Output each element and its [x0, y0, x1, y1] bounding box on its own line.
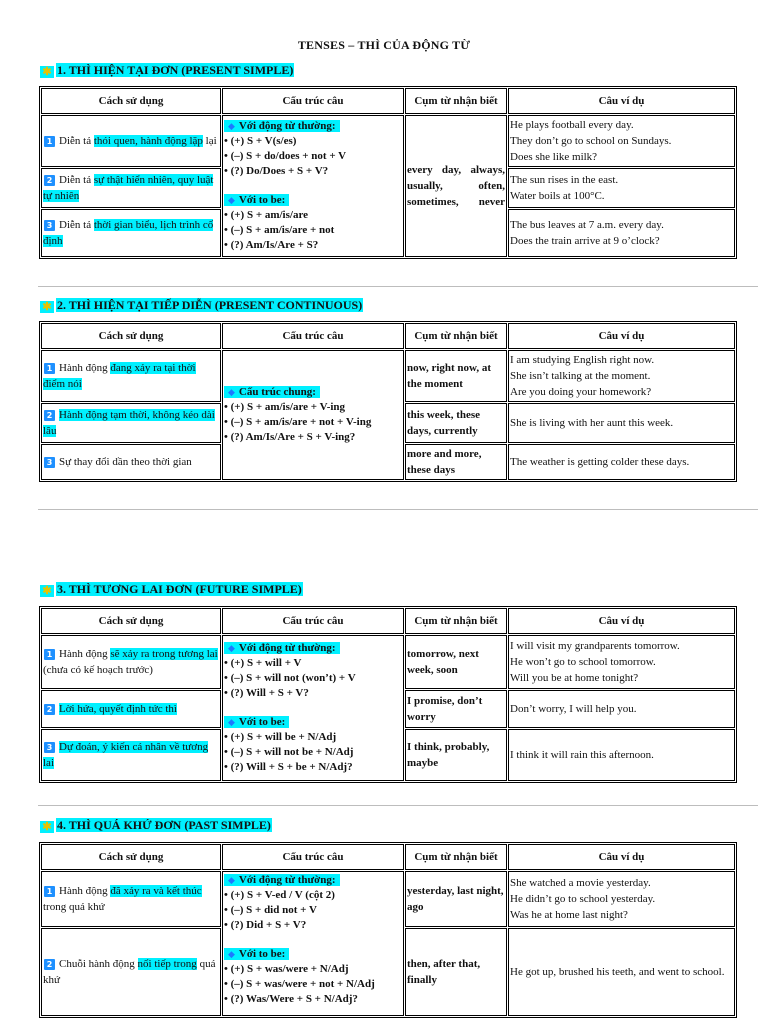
- section-title: ✱ 4. THÌ QUÁ KHỨ ĐƠN (PAST SIMPLE): [40, 818, 272, 833]
- signal-cell: then, after that, finally: [405, 928, 507, 1016]
- signal-cell: tomorrow, next week, soon: [405, 635, 507, 689]
- star-icon: ✱: [40, 585, 54, 597]
- signal-cell: every day, always, usually, often, sometimes, never: [405, 115, 507, 257]
- divider: [38, 509, 758, 510]
- usage-cell: 1 Hành động sẽ xảy ra trong tương lai (chưa có kế hoạch trước): [41, 635, 221, 689]
- signal-cell: this week, these days, currently: [405, 403, 507, 443]
- structure-cell: ◆ Với động từ thường: • (+) S + will + V • (–) S + will not (won’t) + V • (?) Will + S + V? ◆ Với to be: • (+) S + will be + N/Adj • (–) S + will not be + N/Adj • (?) Will + S + be + N/Adj?: [222, 635, 404, 781]
- usage-cell: 2 Hành động tạm thời, không kéo dài lâu: [41, 403, 221, 443]
- signal-cell: yesterday, last night, ago: [405, 871, 507, 927]
- usage-cell: 3 Diễn tả thời gian biểu, lịch trình cố định: [41, 209, 221, 257]
- usage-cell: 3 Dự đoán, ý kiến cá nhân về tương lai: [41, 729, 221, 781]
- usage-cell: 2 Diễn tả sự thật hiển nhiên, quy luật tự nhiên: [41, 168, 221, 208]
- divider: [38, 286, 758, 287]
- col-header: Cấu trúc câu: [222, 323, 404, 349]
- example-cell: She is living with her aunt this week.: [508, 403, 735, 443]
- col-header: Cách sử dụng: [41, 323, 221, 349]
- section-title: ✱ 3. THÌ TƯƠNG LAI ĐƠN (FUTURE SIMPLE): [40, 582, 303, 597]
- number-badge-icon: 2: [44, 175, 55, 186]
- usage-cell: 1 Hành động đang xảy ra tại thời điểm nói: [41, 350, 221, 402]
- example-cell: I will visit my grandparents tomorrow. He won’t go to school tomorrow. Will you be at home tonight?: [508, 635, 735, 689]
- document-title: TENSES – THÌ CỦA ĐỘNG TỪ: [297, 38, 471, 52]
- number-badge-icon: 1: [44, 649, 55, 660]
- star-icon: ✱: [40, 66, 54, 78]
- signal-cell: I promise, don’t worry: [405, 690, 507, 728]
- number-badge-icon: 2: [44, 959, 55, 970]
- col-header: Câu ví dụ: [508, 608, 735, 634]
- number-badge-icon: 2: [44, 410, 55, 421]
- signal-cell: I think, probably, maybe: [405, 729, 507, 781]
- col-header: Cách sử dụng: [41, 844, 221, 870]
- usage-cell: 2 Lời hứa, quyết định tức thì: [41, 690, 221, 728]
- tense-table: [39, 86, 737, 259]
- number-badge-icon: 1: [44, 136, 55, 147]
- structure-cell: ◆ Cấu trúc chung: • (+) S + am/is/are + V-ing • (–) S + am/is/are + not + V-ing • (?) Am/Is/Are + S + V-ing?: [222, 350, 404, 480]
- example-cell: I am studying English right now. She isn’t talking at the moment. Are you doing your homework?: [508, 350, 735, 402]
- example-cell: The weather is getting colder these days.: [508, 444, 735, 480]
- star-icon: ✱: [40, 301, 54, 313]
- col-header: Cấu trúc câu: [222, 608, 404, 634]
- col-header: Cụm từ nhận biết: [405, 608, 507, 634]
- col-header: Câu ví dụ: [508, 844, 735, 870]
- section-title: ✱ 2. THÌ HIỆN TẠI TIẾP DIỄN (PRESENT CONTINUOUS): [40, 298, 363, 313]
- col-header: Cách sử dụng: [41, 88, 221, 114]
- tense-table: [39, 842, 737, 1018]
- tense-table: [39, 321, 737, 482]
- usage-cell: 1 Hành động đã xảy ra và kết thúc trong quá khứ: [41, 871, 221, 927]
- col-header: Cấu trúc câu: [222, 88, 404, 114]
- star-icon: ✱: [40, 821, 54, 833]
- structure-cell: ◆ Với động từ thường: • (+) S + V-ed / V (cột 2) • (–) S + did not + V • (?) Did + S + V? ◆ Với to be: • (+) S + was/were + N/Adj • (–) S + was/were + not + N/Adj • (?) Was/Were + S + N/Adj?: [222, 871, 404, 1016]
- example-cell: He plays football every day. They don’t go to school on Sundays. Does she like milk?: [508, 115, 735, 167]
- col-header: Câu ví dụ: [508, 88, 735, 114]
- structure-cell: ◆ Với động từ thường: • (+) S + V(s/es) • (–) S + do/does + not + V • (?) Do/Does + S + V? ◆ Với to be: • (+) S + am/is/are • (–) S + am/is/are + not • (?) Am/Is/Are + S?: [222, 115, 404, 257]
- col-header: Câu ví dụ: [508, 323, 735, 349]
- col-header: Cụm từ nhận biết: [405, 88, 507, 114]
- usage-cell: 2 Chuỗi hành động nối tiếp trong quá khứ: [41, 928, 221, 1016]
- example-cell: The sun rises in the east. Water boils at 100°C.: [508, 168, 735, 208]
- usage-cell: 1 Diễn tả thói quen, hành động lặp lại: [41, 115, 221, 167]
- tense-table: [39, 606, 737, 783]
- number-badge-icon: 1: [44, 363, 55, 374]
- col-header: Cách sử dụng: [41, 608, 221, 634]
- divider: [38, 805, 758, 806]
- col-header: Cụm từ nhận biết: [405, 844, 507, 870]
- col-header: Cụm từ nhận biết: [405, 323, 507, 349]
- usage-cell: 3 Sự thay đổi dần theo thời gian: [41, 444, 221, 480]
- number-badge-icon: 3: [44, 457, 55, 468]
- signal-cell: now, right now, at the moment: [405, 350, 507, 402]
- example-cell: He got up, brushed his teeth, and went to school.: [508, 928, 735, 1016]
- example-cell: I think it will rain this afternoon.: [508, 729, 735, 781]
- section-title: ✱ 1. THÌ HIỆN TẠI ĐƠN (PRESENT SIMPLE): [40, 63, 294, 78]
- example-cell: The bus leaves at 7 a.m. every day. Does the train arrive at 9 o’clock?: [508, 209, 735, 257]
- number-badge-icon: 3: [44, 742, 55, 753]
- number-badge-icon: 3: [44, 220, 55, 231]
- example-cell: Don’t worry, I will help you.: [508, 690, 735, 728]
- number-badge-icon: 2: [44, 704, 55, 715]
- number-badge-icon: 1: [44, 886, 55, 897]
- example-cell: She watched a movie yesterday. He didn’t go to school yesterday. Was he at home last night?: [508, 871, 735, 927]
- signal-cell: more and more, these days: [405, 444, 507, 480]
- col-header: Cấu trúc câu: [222, 844, 404, 870]
